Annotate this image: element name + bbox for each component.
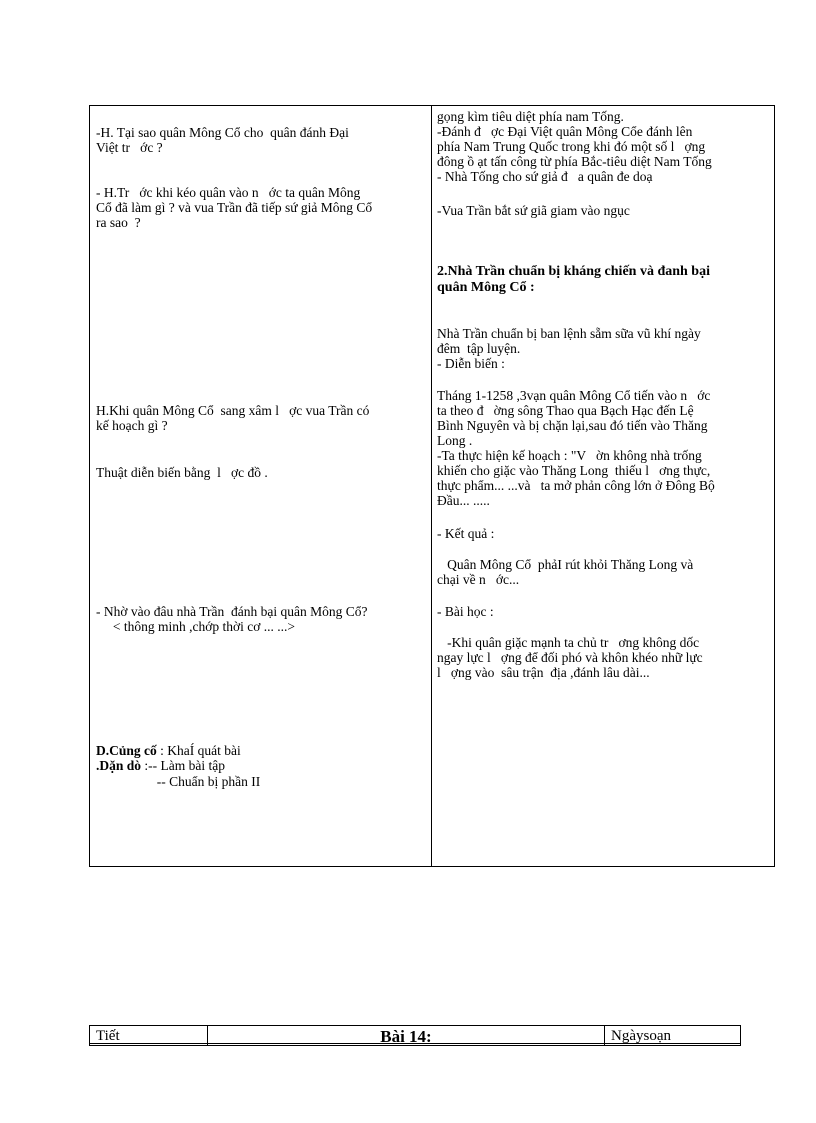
lesson-table [89, 105, 775, 867]
result-text: Quân Mông Cổ phảI rút khỏi Thăng Long và chại về n ớc... [437, 557, 694, 587]
lesson-title-cell: Bài 14: [208, 1026, 605, 1045]
answer-1: gọng kìm tiêu diệt phía nam Tống. -Đánh đ ợc Đại Việt quân Mông Cổe đánh lên phía Nam Trung Quốc trong khi đó một số l ợng đông ồ ạt tấn công từ phía Bắc-tiêu diệt Nam Tống - Nhà Tống cho sứ giả đ a quân đe doạ [437, 109, 712, 184]
homework-label: .Dặn dò [96, 758, 142, 773]
question-3: H.Khi quân Mông Cổ sang xâm l ợc vua Trần có kế hoạch gì ? [96, 403, 370, 433]
lesson-text: -Khi quân giặc mạnh ta chủ tr ơng không dốc ngay lực l ợng để đối phó và khôn khéo nhữ lực l ợng vào sâu trận địa ,đánh lâu dài... [437, 635, 703, 680]
homework-line [96, 758, 424, 773]
answer-3: Nhà Trần chuẩn bị ban lệnh sẵm sữa vũ khí ngày đêm tập luyện. - Diễn biến : [437, 326, 701, 371]
answer-2: -Vua Trần bắt sứ giã giam vào ngục [437, 203, 630, 218]
homework-line-2: -- Chuẩn bị phần II [96, 774, 261, 789]
question-2: - H.Tr ớc khi kéo quân vào n ớc ta quân Mông Cổ đã làm gì ? và vua Trần đã tiếp sứ giả Mông Cổ ra sao ? [96, 185, 373, 230]
result-label: - Kết quả : [437, 526, 495, 541]
homework-text: :-- Làm bài tập [141, 758, 225, 773]
date-cell: Ngàysoạn [611, 1028, 671, 1044]
question-4: Thuật diễn biến bằng l ợc đồ . [96, 465, 268, 480]
footer-rule [89, 1043, 741, 1047]
column-divider [431, 106, 432, 866]
consolidate-line [96, 743, 424, 758]
consolidate-text: : KhaÍ quát bài [156, 743, 241, 758]
consolidate-label: D.Củng cố [96, 743, 157, 758]
section-heading-2: 2.Nhà Trần chuẩn bị kháng chiến và đanh bại quân Mông Cổ : [437, 264, 710, 295]
lesson-label: - Bài học : [437, 604, 494, 619]
period-cell: Tiết [90, 1026, 208, 1045]
answer-4: Tháng 1-1258 ,3vạn quân Mông Cổ tiến vào n ớc ta theo đ ờng sông Thao qua Bạch Hạc đến Lệ Bình Nguyên và bị chặn lại,sau đó tiến vào Thăng Long . -Ta thực hiện kế hoạch : "V ờn không nhà trống khiến cho giặc vào Thăng Long thiếu l ơng thực, thực phẩm... ...và ta mở phản công lớn ở Đông Bộ Đầu... ..... [437, 388, 715, 508]
question-1: -H. Tại sao quân Mông Cổ cho quân đánh Đại Việt tr ớc ? [96, 125, 349, 155]
question-5: - Nhờ vào đâu nhà Trần đánh bại quân Mông Cổ? < thông minh ,chớp thời cơ ... ...> [96, 604, 368, 634]
